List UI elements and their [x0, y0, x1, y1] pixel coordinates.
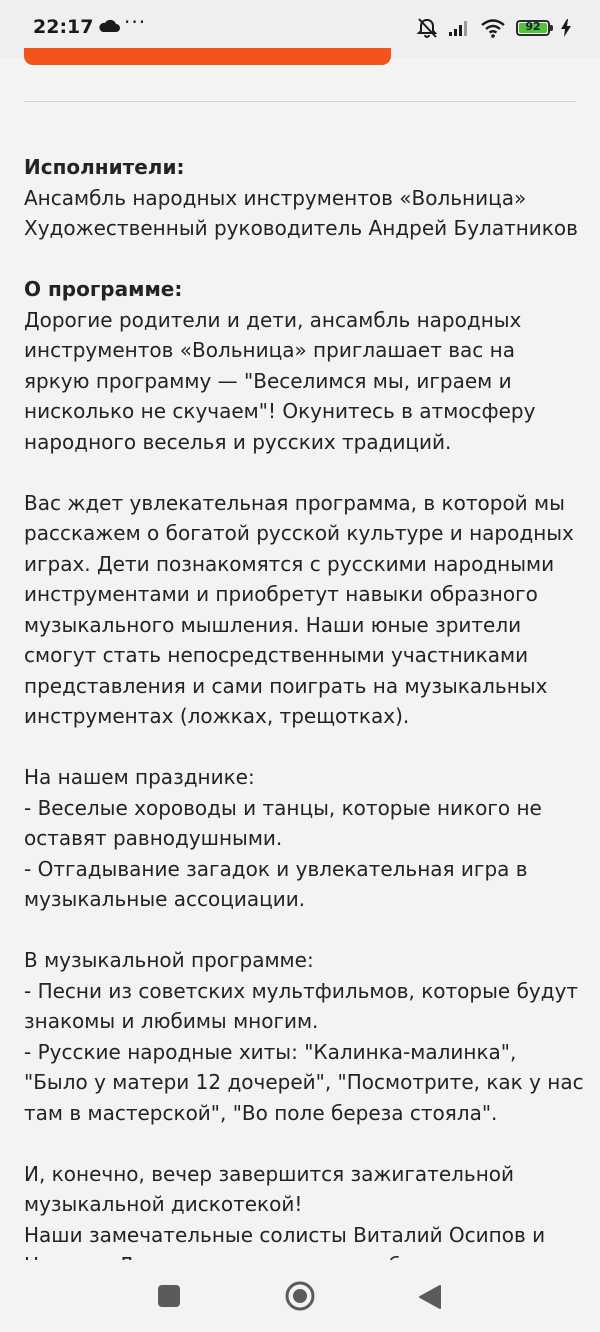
bell-muted-icon	[416, 17, 438, 39]
performers-ensemble: Ансамбль народных инструментов «Вольница»	[24, 185, 527, 210]
program-intro: Дорогие родители и дети, ансамбль народных инструментов «Вольница» приглашает вас на яркую программу — "Веселимся мы, играем и нисколько не скучаем"! Окунитесь в атмосферу народного веселья и русских традиций.	[24, 307, 536, 454]
cloud-icon	[98, 19, 120, 33]
status-icons	[416, 15, 572, 41]
list-item: - Песни из советских мультфильмов, которые будут знакомы и любимы многим.	[24, 978, 579, 1033]
charging-bolt-icon	[560, 19, 572, 37]
music-title: В музыкальной программе:	[24, 948, 314, 972]
system-navigation-bar	[0, 1260, 600, 1332]
back-button[interactable]	[418, 1284, 442, 1310]
home-button[interactable]	[284, 1280, 316, 1312]
list-item: - Отгадывание загадок и увлекательная игра в музыкальные ассоциации.	[24, 856, 528, 911]
performers-director: Художественный руководитель Андрей Булатников	[24, 216, 578, 240]
program-heading: О программе:	[24, 277, 183, 301]
holiday-title: На нашем празднике:	[24, 765, 255, 789]
soloists-line: Наши замечательные солисты Виталий Осипов и	[24, 1222, 546, 1247]
divider	[24, 101, 576, 102]
recent-apps-button[interactable]	[158, 1285, 180, 1307]
wifi-icon	[480, 18, 506, 38]
battery-level: 92	[525, 20, 541, 33]
buy-ticket-button[interactable]	[24, 48, 391, 65]
list-item: - Русские народные хиты: "Калинка-малинка", "Было у матери 12 дочерей", "Посмотрите, как у нас там в мастерской", "Во поле береза стояла".	[24, 1039, 584, 1125]
status-time: 22:17	[33, 16, 94, 38]
more-notifications-icon: ···	[124, 10, 147, 34]
event-description	[24, 152, 584, 1260]
performers-heading: Исполнители:	[24, 155, 185, 179]
battery-indicator	[516, 20, 550, 36]
list-item: - Веселые хороводы и танцы, которые никого не оставят равнодушными.	[24, 795, 542, 850]
program-description: Вас ждет увлекательная программа, в которой мы расскажем о богатой русской культуре и народных играх. Дети познакомятся с русскими народными инструментами и приобретут навыки образного музыкального мышления. Наши юные зрители смогут стать непосредственными участниками представления и сами поиграть на музыкальных инструментах (ложках, трещотках).	[24, 490, 574, 728]
signal-icon	[448, 19, 470, 37]
closing-line: И, конечно, вечер завершится зажигательной музыкальной дискотекой!	[24, 1161, 514, 1216]
